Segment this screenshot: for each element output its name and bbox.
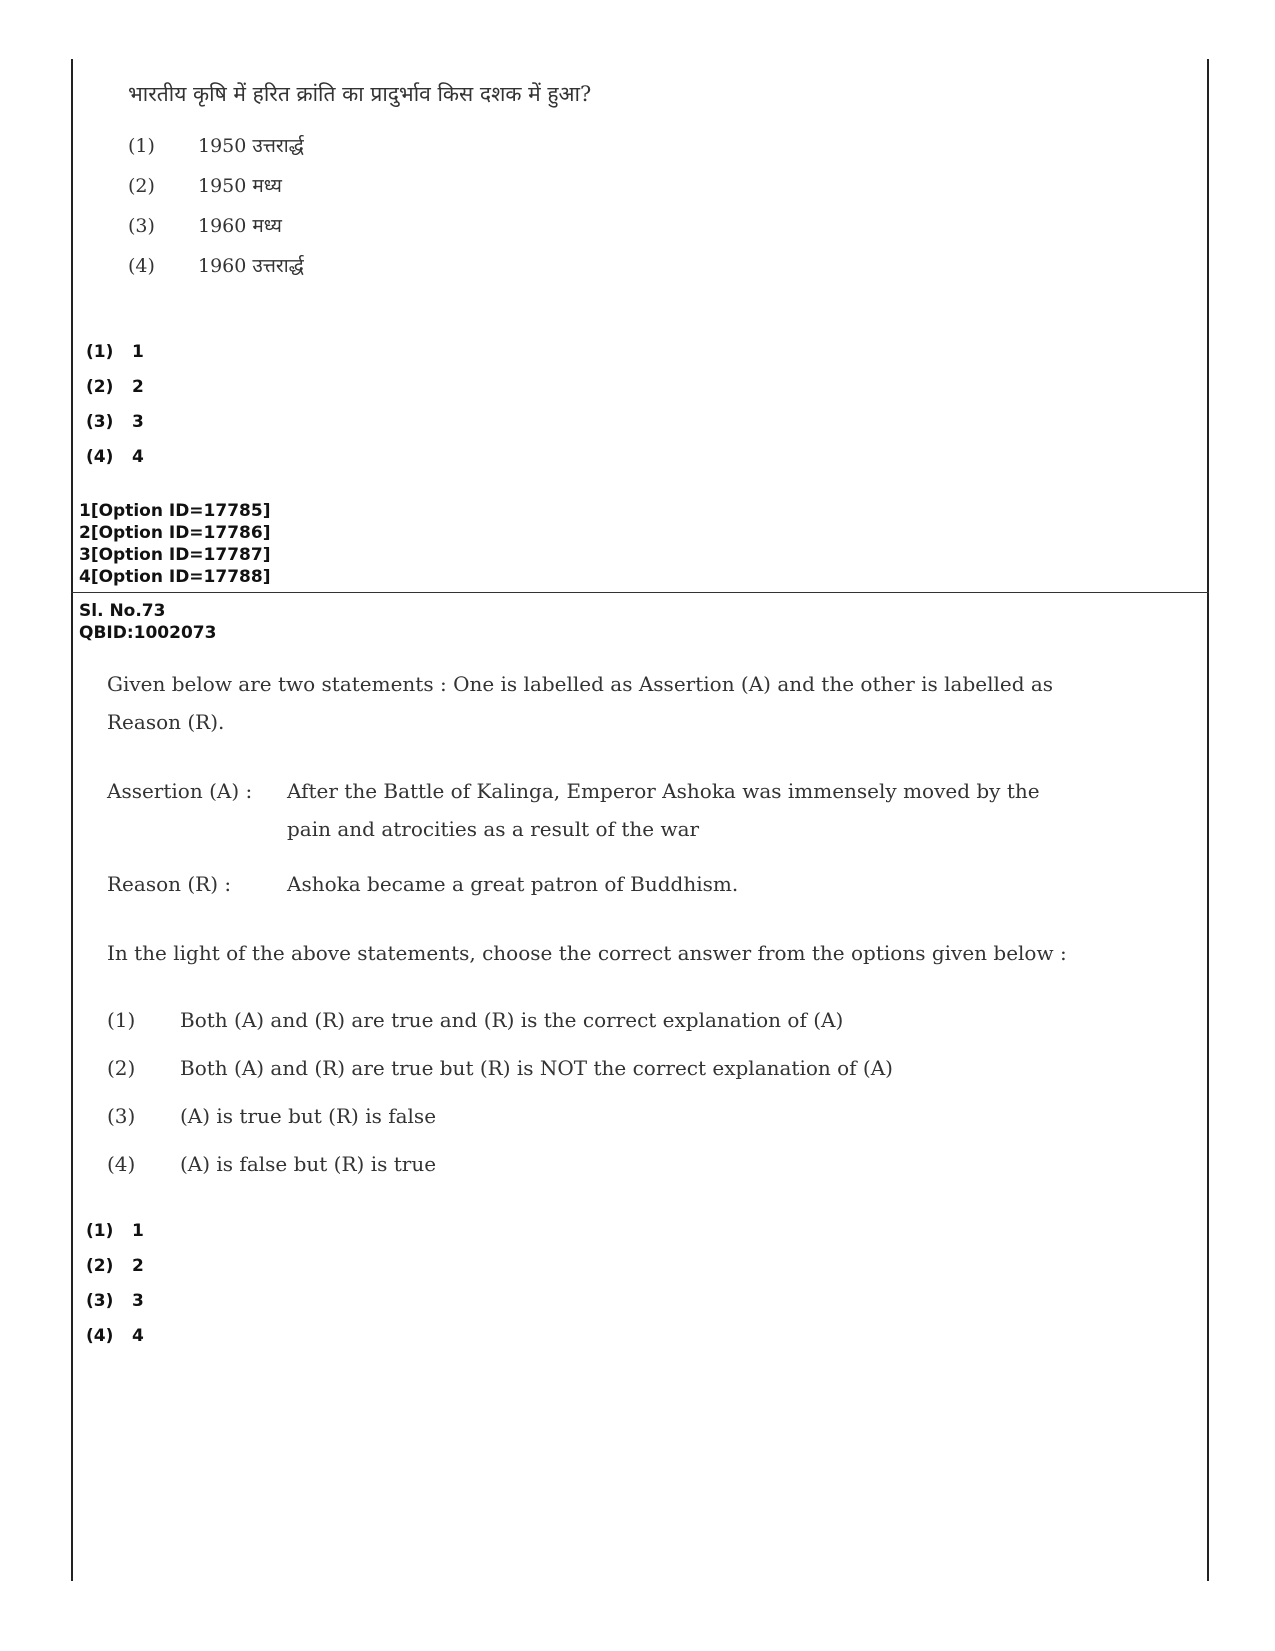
- qbid: QBID:1002073: [79, 623, 217, 643]
- reason-label: Reason (R) :: [107, 872, 232, 896]
- reason-text: Ashoka became a great patron of Buddhism.: [287, 872, 739, 896]
- question-option: (3) (A) is true but (R) is false: [107, 1104, 437, 1128]
- option-id-line: 4[Option ID=17788]: [79, 567, 271, 587]
- answer-choice[interactable]: (2) 2: [86, 1256, 144, 1276]
- option-id-line: 2[Option ID=17786]: [79, 523, 271, 543]
- answer-choice[interactable]: (1) 1: [86, 1221, 144, 1241]
- option-id-line: 3[Option ID=17787]: [79, 545, 271, 565]
- prev-answer-choice[interactable]: (2) 2: [86, 377, 144, 397]
- question-option: (1) Both (A) and (R) are true and (R) is the correct explanation of (A): [107, 1008, 844, 1032]
- prev-option: (2) 1950 मध्य: [128, 175, 282, 197]
- prev-option: (1) 1950 उत्तरार्द्ध: [128, 135, 304, 157]
- question-divider: [71, 592, 1209, 593]
- answer-choice[interactable]: (3) 3: [86, 1291, 144, 1311]
- prev-answer-choice[interactable]: (4) 4: [86, 447, 144, 467]
- assertion-text: After the Battle of Kalinga, Emperor Ashoka was immensely moved by the: [287, 779, 1040, 803]
- question-option: (4) (A) is false but (R) is true: [107, 1152, 437, 1176]
- question-intro: Given below are two statements : One is labelled as Assertion (A) and the other is labelled as: [107, 672, 1054, 696]
- page-border-right: [1207, 59, 1209, 1581]
- prev-option: (4) 1960 उत्तरार्द्ध: [128, 255, 304, 277]
- prev-question-text: भारतीय कृषि में हरित क्रांति का प्रादुर्भाव किस दशक में हुआ?: [128, 82, 592, 106]
- serial-number: Sl. No.73: [79, 601, 166, 621]
- answer-choice[interactable]: (4) 4: [86, 1326, 144, 1346]
- question-intro-cont: Reason (R).: [107, 710, 225, 734]
- assertion-label: Assertion (A) :: [107, 779, 253, 803]
- prev-answer-choice[interactable]: (3) 3: [86, 412, 144, 432]
- assertion-text-cont: pain and atrocities as a result of the war: [287, 817, 700, 841]
- page-border-left: [71, 59, 73, 1581]
- prev-answer-choice[interactable]: (1) 1: [86, 342, 144, 362]
- question-instruction: In the light of the above statements, choose the correct answer from the options given below :: [107, 941, 1067, 965]
- prev-option: (3) 1960 मध्य: [128, 215, 282, 237]
- option-id-line: 1[Option ID=17785]: [79, 501, 271, 521]
- question-option: (2) Both (A) and (R) are true but (R) is NOT the correct explanation of (A): [107, 1056, 893, 1080]
